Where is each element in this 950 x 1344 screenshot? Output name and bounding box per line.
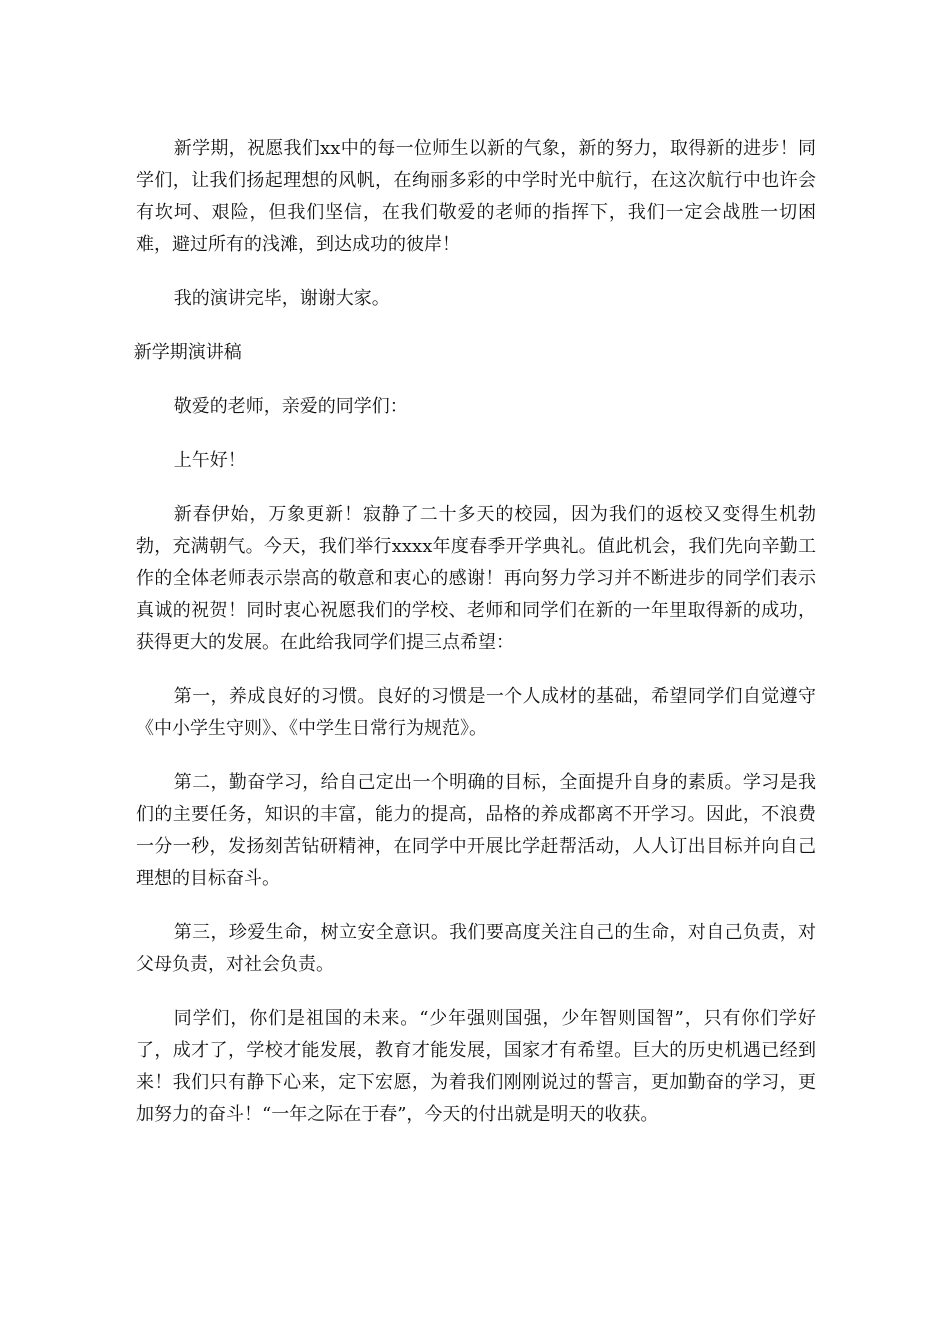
paragraph-point-one: 第一，养成良好的习惯。良好的习惯是一个人成材的基础，希望同学们自觉遵守《中小学生守则》、《中学生日常行为规范》。 xyxy=(136,686,816,739)
paragraph-greeting: 上午好！ xyxy=(173,450,246,471)
paragraph-conclusion: 同学们，你们是祖国的未来。“少年强则国强，少年智则国智”，只有你们学好了，成才了，学校才能发展，教育才能发展，国家才有希望。巨大的历史机遇已经到来！我们只有静下心来，定下宏愿，为着我们刚刚说过的誓言，更加勤奋的学习，更加努力的奋斗！“一年之际在于春”，今天的付出就是明天的收获。 xyxy=(136,1008,816,1125)
paragraph-closing-wish: 新学期，祝愿我们xx中的每一位师生以新的气象，新的努力，取得新的进步！同学们，让我们扬起理想的风帆，在绚丽多彩的中学时光中航行，在这次航行中也许会有坎坷、艰险，但我们坚信，在我们敬爱的老师的指挥下，我们一定会战胜一切困难，避过所有的浅滩，到达成功的彼岸！ xyxy=(136,138,816,255)
paragraph-speech-end: 我的演讲完毕，谢谢大家。 xyxy=(173,288,390,309)
paragraph-salutation: 敬爱的老师，亲爱的同学们： xyxy=(173,396,408,417)
paragraph-point-two: 第二，勤奋学习，给自己定出一个明确的目标，全面提升自身的素质。学习是我们的主要任务，知识的丰富，能力的提高，品格的养成都离不开学习。因此，不浪费一分一秒，发扬刻苦钻研精神，在同学中开展比学赶帮活动，人人订出目标并向自己理想的目标奋斗。 xyxy=(136,772,816,889)
section-title: 新学期演讲稿 xyxy=(133,342,242,363)
paragraph-opening: 新春伊始，万象更新！寂静了二十多天的校园，因为我们的返校又变得生机勃勃，充满朝气。今天，我们举行xxxx年度春季开学典礼。值此机会，我们先向辛勤工作的全体老师表示崇高的敬意和衷心的感谢！再向努力学习并不断进步的同学们表示真诚的祝贺！同时衷心祝愿我们的学校、老师和同学们在新的一年里取得新的成功，获得更大的发展。在此给我同学们提三点希望： xyxy=(136,504,816,653)
paragraph-point-three: 第三，珍爱生命，树立安全意识。我们要高度关注自己的生命，对自己负责，对父母负责，对社会负责。 xyxy=(136,922,816,975)
document-body xyxy=(133,133,816,1131)
